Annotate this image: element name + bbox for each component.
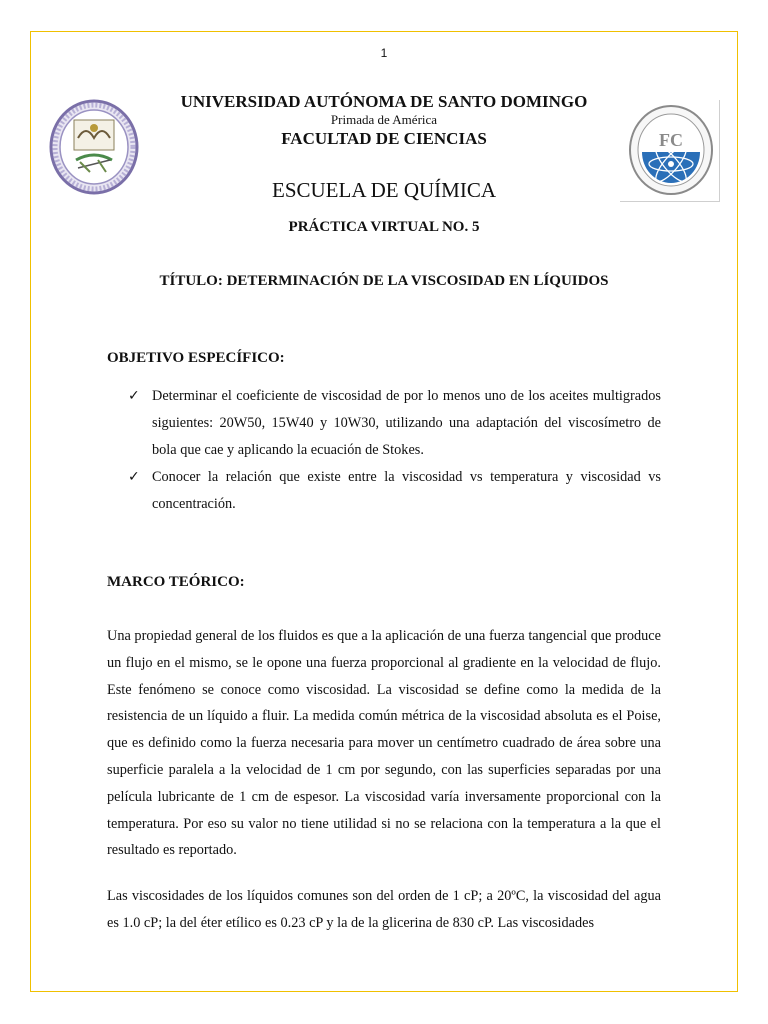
faculty-name: FACULTAD DE CIENCIAS (281, 129, 487, 148)
practice-number: PRÁCTICA VIRTUAL NO. 5 (288, 219, 480, 235)
page-number: 1 (380, 46, 388, 60)
document-title: TÍTULO: DETERMINACIÓN DE LA VISCOSIDAD EN LÍQUIDOS (159, 273, 609, 289)
list-item (128, 464, 661, 518)
list-item (128, 383, 661, 464)
theory-paragraph: Una propiedad general de los fluidos es que a la aplicación de una fuerza tangencial que produce un flujo en el mismo, se le opone una fuerza proporcional al gradiente en la velocidad de flujo. Este fenómeno se conoce como viscosidad. La viscosidad se define como la medida de la resistencia de un líquido a fluir. La medida común métrica de la viscosidad absoluta es el Poise, que es definido como la fuerza necesaria para mover un centímetro cuadrado de área sobre una superficie paralela a la velocidad de 1 cm por segundo, con las superficies separadas por una película lubricante de 1 cm de espesor. La viscosidad varía inversamente proporcional con la temperatura. Por eso su valor no tiene utilidad si no se relaciona con la temperatura a la que el resultado es reportado. (107, 628, 661, 859)
objective-text: Conocer la relación que existe entre la viscosidad vs temperatura y viscosidad vs concentración. (152, 469, 661, 512)
theory-heading: MARCO TEÓRICO: (107, 574, 245, 590)
school-name: ESCUELA DE QUÍMICA (272, 178, 496, 202)
university-subtitle: Primada de América (330, 112, 438, 127)
objective-list (128, 383, 661, 518)
objective-heading: OBJETIVO ESPECÍFICO: (107, 350, 285, 366)
checkmark-icon: ✓ (128, 469, 140, 485)
checkmark-icon: ✓ (128, 388, 140, 404)
svg-text:FC: FC (659, 130, 683, 150)
university-name: UNIVERSIDAD AUTÓNOMA DE SANTO DOMINGO (180, 92, 588, 111)
objective-text: Determinar el coeficiente de viscosidad de por lo menos uno de los aceites multigrados siguientes: 20W50, 15W40 y 10W30, utilizando una adaptación del viscosímetro de bola que cae y aplicando la ecuación de Stokes. (152, 388, 661, 458)
theory-paragraph: Las viscosidades de los líquidos comunes son del orden de 1 cP; a 20ºC, la viscosidad del agua es 1.0 cP; la del éter etílico es 0.23 cP y la de la glicerina de 830 cP. Las viscosidades (107, 888, 661, 931)
